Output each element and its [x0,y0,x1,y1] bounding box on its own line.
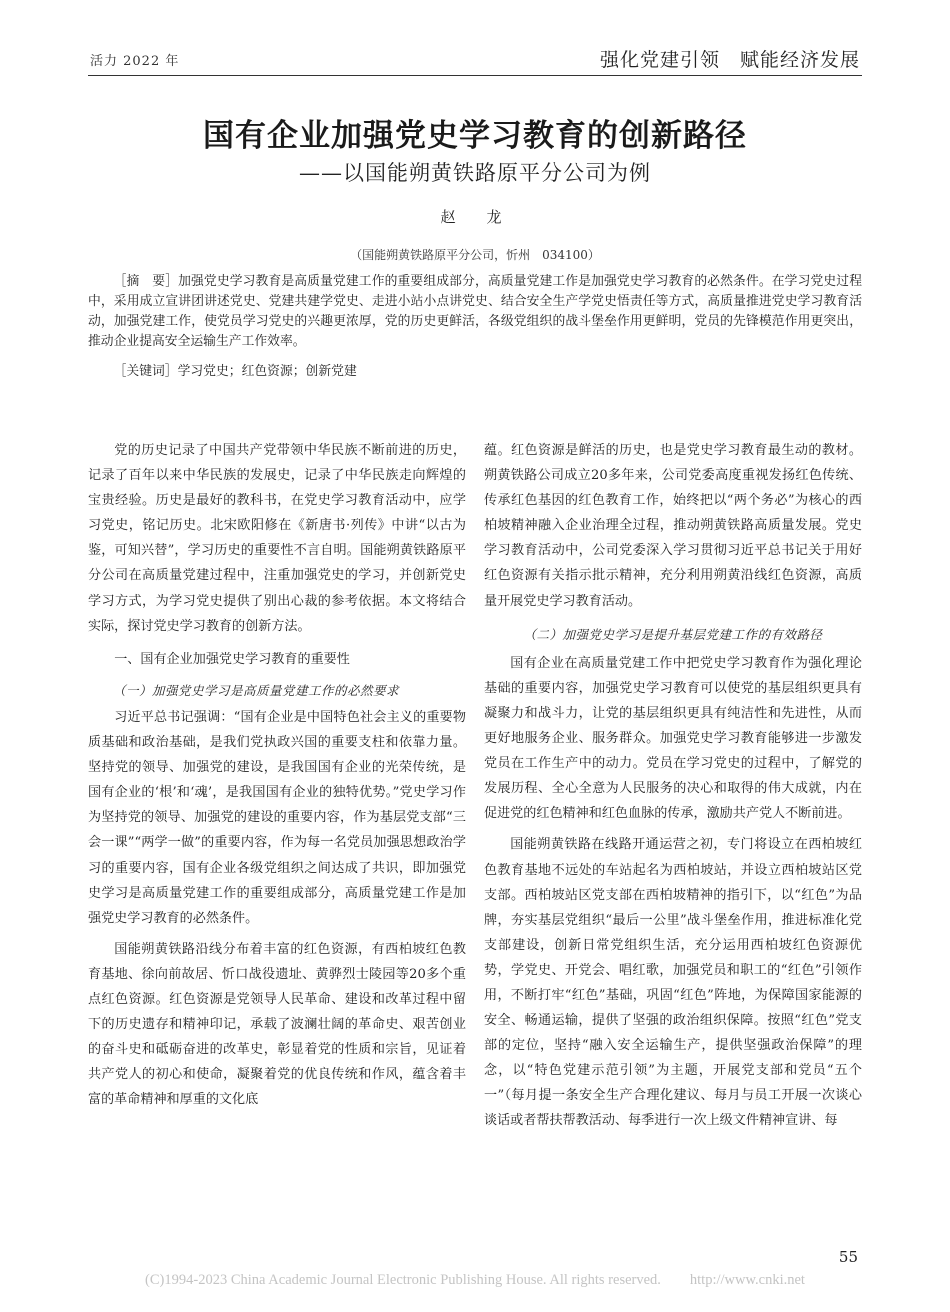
left-column [88,438,466,1112]
intro-paragraph: 党的历史记录了中国共产党带领中华民族不断前进的历史，记录了百年以来中华民族的发展史，记录了中华民族走向辉煌的宝贵经验。历史是最好的教科书，在党史学习教育活动中，应学习党史，铭记历史。北宋欧阳修在《新唐书·列传》中讲“以古为鉴，可知兴替”，学习历史的重要性不言自明。国能朔黄铁路原平分公司在高质量党建过程中，注重加强党史的学习，并创新党史学习方式，为学习党史提供了别出心裁的参考依据。本文将结合实际，探讨党史学习教育的创新方法。 [88,443,466,634]
abstract-text: ［摘 要］加强党史学习教育是高质量党建工作的重要组成部分，高质量党建工作是加强党史学习教育的必然条件。在学习党史过程中，采用成立宣讲团讲述党史、党建共建学党史、走进小站小点讲党史、结合安全生产学党史悟责任等方式，高质量推进党史学习教育活动，加强党建工作，使党员学习党史的兴趣更浓厚，党的历史更鲜活，各级党组织的战斗堡垒作用更鲜明，党员的先锋模范作用更突出，推动企业提高安全运输生产工作效率。 [88,274,862,349]
body-paragraph: 国能朔黄铁路沿线分布着丰富的红色资源，有西柏坡红色教育基地、徐向前故居、忻口战役遗址、黄骅烈士陵园等20多个重点红色资源。红色资源是党领导人民革命、建设和改革过程中留下的历史遗存和精神印记，承载了波澜壮阔的革命史、艰苦创业的奋斗史和砥砺奋进的改革史，彰显着党的性质和宗旨，见证着共产党人的初心和使命，凝聚着党的优良传统和作风，蕴含着丰富的革命精神和厚重的文化底 [88,941,466,1108]
copyright-footer: (C)1994-2023 China Academic Journal Electronic Publishing House. All rights reserved. http://www.cnki.net [145,1272,805,1288]
header-divider [88,75,862,76]
keywords-text: ［关键词］学习党史；红色资源；创新党建 [113,364,357,379]
keywords [88,362,862,382]
section-heading: 一、国有企业加强党史学习教育的重要性 [114,651,350,667]
body-paragraph: 习近平总书记强调：“国有企业是中国特色社会主义的重要物质基础和政治基础，是我们党执政兴国的重要支柱和依靠力量。坚持党的领导、加强党的建设，是我国国有企业的光荣传统，是国有企业的‘根’和‘魂’，是我国国有企业的独特优势。”党史学习作为坚持党的领导、加强党的建设的重要内容，作为基层党支部“三会一课”“两学一做”的重要内容，作为每一名党员加强思想政治学习的重要内容，国有企业各级党组织之间达成了共识，即加强党史学习是高质量党建工作的重要组成部分，高质量党建工作是加强党史学习教育的必然条件。 [88,709,466,926]
page-number: 55 [838,1248,858,1266]
article-subtitle: ——以国能朔黄铁路原平分公司为例 [299,161,651,185]
body-paragraph: 国能朔黄铁路在线路开通运营之初，专门将设立在西柏坡红色教育基地不远处的车站起名为西柏坡站，并设立西柏坡站区党支部。西柏坡站区党支部在西柏坡精神的指引下，以“红色”为品牌，夯实基层党组织“最后一公里”战斗堡垒作用，推进标准化党支部建设，创新日常党组织生活，充分运用西柏坡红色资源优势，学党史、开党会、唱红歌，加强党员和职工的“红色”引领作用，不断打牢“红色”基础，巩固“红色”阵地，为保障国家能源的安全、畅通运输，提供了坚强的政治组织保障。按照“红色”党支部的定位，坚持“融入安全运输生产，提供坚强政治保障”的理念，以“特色党建示范引领”为主题，开展党支部和党员“五个一”（每月提一条安全生产合理化建议、每月与员工开展一次谈心谈话或者帮扶帮教活动、每季进行一次上级文件精神宣讲、每 [484,837,862,1129]
author-affiliation: （国能朔黄铁路原平分公司，忻州 034100） [350,248,600,262]
journal-name: 活力 2022 年 [90,54,180,69]
body-paragraph: 国有企业在高质量党建工作中把党史学习教育作为强化理论基础的重要内容，加强党史学习教育可以使党的基层组织更具有凝聚力和战斗力，让党的基层组织更具有纯洁性和先进性，从而更好地服务企业、服务群众。加强党史学习教育能够进一步激发党员在工作生产中的动力。党员在学习党史的过程中，了解党的发展历程、全心全意为人民服务的决心和取得的伟大成就，内在促进党的红色精神和红色血脉的传承，激励共产党人不断前进。 [484,655,862,822]
article-title: 国有企业加强党史学习教育的创新路径 [203,118,747,154]
author-name: 赵 龙 [440,208,510,226]
abstract [88,272,862,352]
subsection-heading: （二）加强党史学习是提升基层党建工作的有效路径 [523,626,823,642]
subsection-heading: （一）加强党史学习是高质量党建工作的必然要求 [113,682,400,698]
right-column [484,438,862,1134]
column-title: 强化党建引领 赋能经济发展 [599,49,860,71]
body-paragraph: 蕴。红色资源是鲜活的历史，也是党史学习教育最生动的教材。朔黄铁路公司成立20多年来，公司党委高度重视发扬红色传统、传承红色基因的红色教育工作，始终把以“两个务必”为核心的西柏坡精神融入企业治理全过程，推动朔黄铁路高质量发展。党史学习教育活动中，公司党委深入学习贯彻习近平总书记关于用好红色资源有关指示批示精神，充分利用朔黄沿线红色资源，高质量开展党史学习教育活动。 [484,443,862,609]
